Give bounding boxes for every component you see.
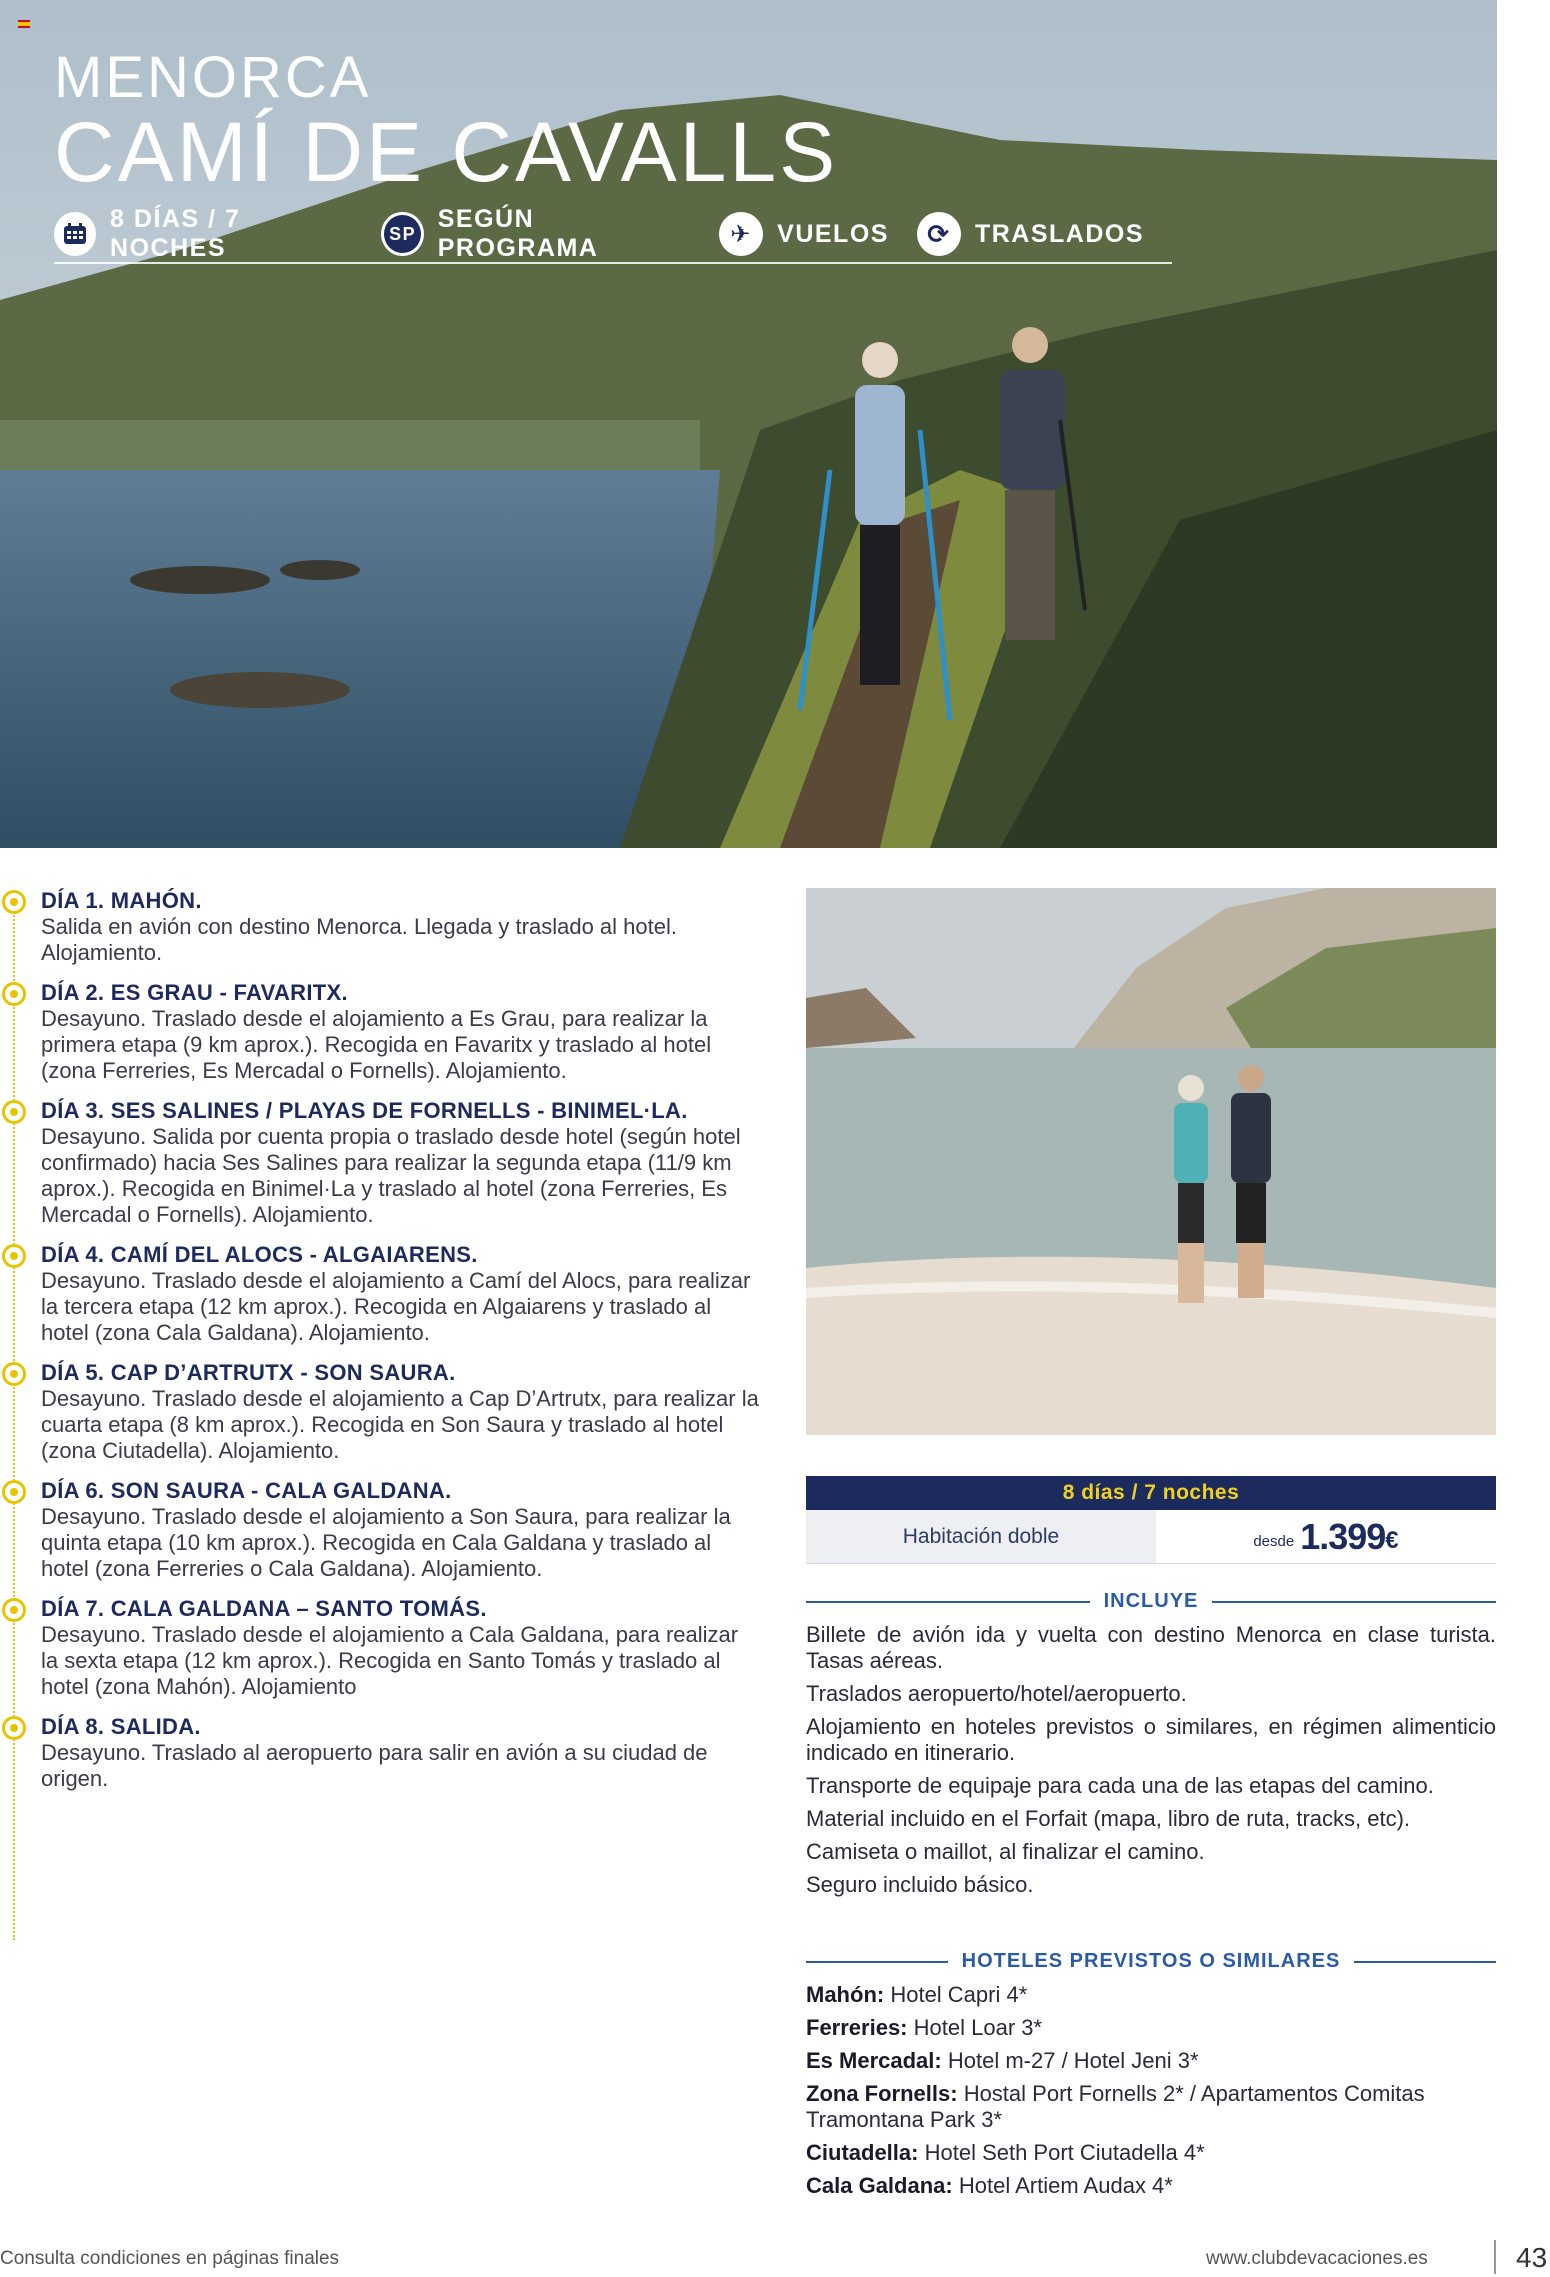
day-description: Desayuno. Traslado al aeropuerto para salir en avión a su ciudad de origen. [41,1740,708,1791]
day-title: DÍA 8. SALIDA. [41,1714,201,1739]
timeline-dot-icon [2,1480,26,1504]
itinerary-day [0,980,760,1084]
feature-label: 8 DÍAS / 7 NOCHES [110,205,241,262]
includes-item: Camiseta o maillot, al finalizar el camino. [806,1839,1205,1864]
feature-transfers [917,212,1144,256]
divider [806,1961,948,1963]
price-duration-header: 8 días / 7 noches [806,1476,1496,1510]
day-description: Desayuno. Traslado desde el alojamiento a Camí del Alocs, para realizar la tercera etapa (12 km aprox.). Recogida en Algaiarens y traslado al hotel (zona Cala Galdana). Alojamiento. [41,1268,751,1345]
feature-program [381,205,691,263]
includes-item: Transporte de equipaje para cada una de las etapas del camino. [806,1773,1434,1798]
day-description: Desayuno. Traslado desde el alojamiento a Cap D’Artrutx, para realizar la cuarta etapa (8 km aprox.). Recogida en Son Saura y traslado al hotel (zona Ciutadella). Alojamiento. [41,1386,759,1463]
hero-banner [0,0,1497,848]
destination-region: MENORCA [54,45,372,110]
hotel-item [806,2015,1496,2041]
itinerary-day [0,1360,760,1464]
hotels-heading-label: HOTELES PREVISTOS O SIMILARES [961,1950,1341,1972]
hotel-name: Hotel Capri 4* [890,1982,1028,2007]
hotel-place: Zona Fornells: [806,2081,958,2106]
hotels-list [806,1982,1496,2206]
page-number: 43 [1516,2242,1548,2273]
price-row [806,1510,1496,1564]
timeline-dot-icon [2,1362,26,1386]
includes-heading-label: INCLUYE [1103,1590,1199,1612]
day-description: Desayuno. Traslado desde el alojamiento a Cala Galdana, para realizar la sexta etapa (12 km aprox.). Recogida en Santo Tomás y traslado al hotel (zona Mahón). Alojamiento [41,1622,739,1699]
spain-flag-icon [18,20,30,28]
timeline-dot-icon [2,1716,26,1740]
divider [806,1601,1090,1603]
transfer-icon: ⟳ [917,212,961,256]
timeline-dot-icon [2,982,26,1006]
timeline-dot-icon [2,1244,26,1268]
feature-label: VUELOS [777,219,889,248]
room-type: Habitación doble [806,1510,1156,1563]
day-title: DÍA 5. CAP D’ARTRUTX - SON SAURA. [41,1360,456,1385]
page-footer [0,2240,1550,2277]
timeline-dot-icon [2,1598,26,1622]
footer-note: Consulta condiciones en páginas finales [0,2248,340,2269]
hotel-place: Ferreries: [806,2015,908,2040]
itinerary-day [0,1242,760,1346]
beach-photo [806,888,1496,1435]
divider [1354,1961,1496,1963]
price-value [1156,1510,1496,1563]
feature-flights [719,212,889,256]
price-amount: 1.399 [1300,1515,1386,1557]
price-currency: € [1385,1526,1399,1554]
sp-badge-icon: SP [381,212,423,256]
trip-features [54,206,1172,264]
includes-item: Alojamiento en hoteles previstos o similares, en régimen alimenticio indicado en itinerario. [806,1714,1496,1765]
timeline-dot-icon [2,1100,26,1124]
hotel-item [806,2081,1496,2133]
price-table [806,1476,1496,1564]
hotel-name: Hostal Port Fornells 2* / Apartamentos Comitas Tramontana Park 3* [806,2081,1425,2132]
includes-list [806,1622,1496,1905]
hotel-place: Es Mercadal: [806,2048,942,2073]
day-title: DÍA 3. SES SALINES / PLAYAS DE FORNELLS - BINIMEL·LA. [41,1098,688,1123]
includes-item: Seguro incluido básico. [806,1872,1034,1897]
plane-icon: ✈ [719,212,763,256]
hotel-item [806,2173,1496,2199]
includes-item: Billete de avión ida y vuelta con destino Menorca en clase turista. Tasas aéreas. [806,1622,1496,1673]
hotels-heading [806,1950,1496,1973]
day-description: Desayuno. Traslado desde el alojamiento a Es Grau, para realizar la primera etapa (9 km aprox.). Recogida en Favaritx y traslado al hotel (zona Ferreries, Es Mercadal o Fornells). Alojamiento. [41,1006,712,1083]
day-title: DÍA 6. SON SAURA - CALA GALDANA. [41,1478,452,1503]
hotel-name: Hotel Seth Port Ciutadella 4* [924,2140,1205,2165]
itinerary-day [0,888,760,966]
feature-duration [54,205,353,263]
hotel-name: Hotel Artiem Audax 4* [958,2173,1173,2198]
day-title: DÍA 7. CALA GALDANA – SANTO TOMÁS. [41,1596,487,1621]
day-title: DÍA 2. ES GRAU - FAVARITX. [41,980,348,1005]
itinerary-day [0,1098,760,1228]
includes-item: Material incluido en el Forfait (mapa, libro de ruta, tracks, etc). [806,1806,1411,1831]
hotel-item [806,2048,1496,2074]
day-description: Salida en avión con destino Menorca. Llegada y traslado al hotel. Alojamiento. [41,914,677,965]
includes-item: Traslados aeropuerto/hotel/aeropuerto. [806,1681,1187,1706]
hotel-place: Mahón: [806,1982,885,2007]
day-description: Desayuno. Traslado desde el alojamiento a Son Saura, para realizar la quinta etapa (10 km aprox.). Recogida en Cala Galdana y traslado al hotel (zona Ferreries o Cala Galdana). Alojamiento. [41,1504,731,1581]
itinerary-day [0,1596,760,1700]
itinerary [0,888,760,1806]
timeline-dot-icon [2,890,26,914]
divider [1212,1601,1496,1603]
day-description: Desayuno. Salida por cuenta propia o traslado desde hotel (según hotel confirmado) hacia Ses Salines para realizar la segunda etapa (11/9 km aprox.). Recogida en Binimel·La y traslado al hotel (zona Ferreries, Es Mercadal o Fornells). Alojamiento. [41,1124,741,1227]
price-from-label: desde [1253,1533,1295,1550]
footer-divider [1494,2240,1496,2274]
hotel-place: Cala Galdana: [806,2173,953,2198]
page-title: CAMÍ DE CAVALLS [54,105,839,199]
itinerary-day [0,1714,760,1792]
itinerary-day [0,1478,760,1582]
calendar-icon [54,212,96,256]
hotel-name: Hotel Loar 3* [913,2015,1043,2040]
feature-label: SEGÚN PROGRAMA [437,205,599,262]
day-title: DÍA 1. MAHÓN. [41,888,202,913]
hotel-item [806,2140,1496,2166]
hotel-item [806,1982,1496,2008]
hotel-place: Ciutadella: [806,2140,919,2165]
footer-website-link[interactable]: www.clubdevacaciones.es [1206,2248,1428,2269]
feature-label: TRASLADOS [974,219,1144,248]
includes-heading [806,1590,1496,1613]
day-title: DÍA 4. CAMÍ DEL ALOCS - ALGAIARENS. [41,1242,478,1267]
hotel-name: Hotel m-27 / Hotel Jeni 3* [947,2048,1199,2073]
